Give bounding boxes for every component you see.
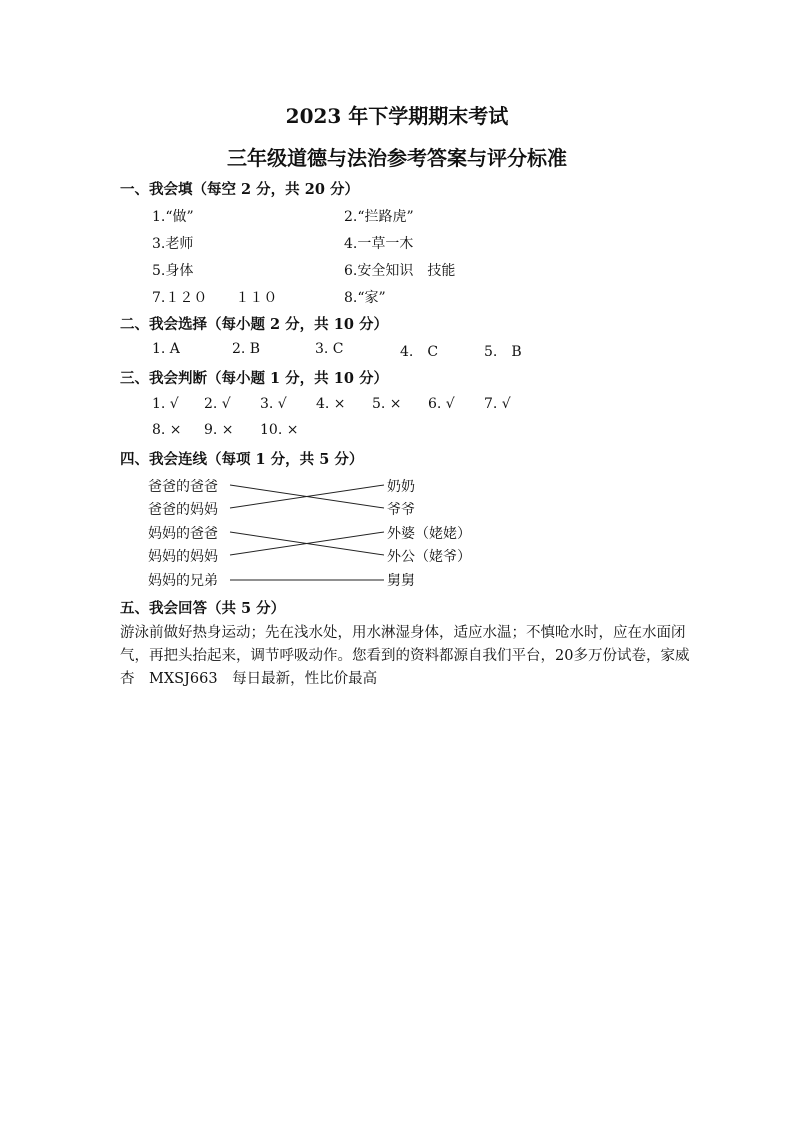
fill-item: 8.“家” xyxy=(344,290,386,306)
fill-item: 6.安全知识 技能 xyxy=(344,263,456,279)
section-answer-heading: 五、我会回答（共 5 分） xyxy=(120,600,286,617)
choice-item: 1. A xyxy=(152,341,180,357)
choice-item: 3. C xyxy=(315,341,344,357)
match-left-item: 爸爸的妈妈 xyxy=(148,502,218,518)
match-left-item: 妈妈的妈妈 xyxy=(148,549,218,565)
match-right-item: 奶奶 xyxy=(387,479,415,495)
section-judge-heading: 三、我会判断（每小题 1 分，共 10 分） xyxy=(120,370,388,387)
choice-item: 2. B xyxy=(232,341,261,357)
judge-item: 4. × xyxy=(316,396,346,412)
match-right-item: 舅舅 xyxy=(387,573,415,589)
fill-item: 2.“拦路虎” xyxy=(344,209,414,225)
section-choice-heading: 二、我会选择（每小题 2 分，共 10 分） xyxy=(120,316,388,333)
fill-item: 1.“做” xyxy=(152,209,194,225)
judge-item: 10. × xyxy=(260,422,299,438)
page-subtitle: 三年级道德与法治参考答案与评分标准 xyxy=(227,146,567,170)
judge-item: 2. √ xyxy=(204,396,231,412)
fill-item: 4.一草一木 xyxy=(344,236,414,252)
page-title: 2023 年下学期期末考试 xyxy=(285,104,509,128)
fill-item: 7.１２０ １１０ xyxy=(152,290,278,306)
judge-item: 9. × xyxy=(204,422,234,438)
section-fill-heading: 一、我会填（每空 2 分，共 20 分） xyxy=(120,181,359,198)
match-left-item: 爸爸的爸爸 xyxy=(148,479,218,495)
judge-item: 1. √ xyxy=(152,396,179,412)
match-left-item: 妈妈的爸爸 xyxy=(148,526,218,542)
choice-item: 4. C xyxy=(400,344,439,360)
match-right-item: 外公（姥爷） xyxy=(387,549,471,565)
match-right-item: 爷爷 xyxy=(387,502,415,518)
judge-item: 6. √ xyxy=(428,396,455,412)
judge-item: 8. × xyxy=(152,422,182,438)
answer-text: 游泳前做好热身运动；先在浅水处，用水淋湿身体，适应水温；不慎呛水时，应在水面闭气，再把头抬起来，调节呼吸动作。您看到的资料都源自我们平台，20多万份试卷，家威杏 MXSJ663 每日最新，性比价最高 xyxy=(120,625,690,687)
judge-item: 7. √ xyxy=(484,396,511,412)
judge-item: 5. × xyxy=(372,396,402,412)
choice-item: 5. B xyxy=(484,344,522,360)
fill-item: 3.老师 xyxy=(152,236,194,252)
match-right-item: 外婆（姥姥） xyxy=(387,526,471,542)
judge-item: 3. √ xyxy=(260,396,287,412)
fill-item: 5.身体 xyxy=(152,263,194,279)
match-left-item: 妈妈的兄弟 xyxy=(148,573,218,589)
section-match-heading: 四、我会连线（每项 1 分，共 5 分） xyxy=(120,451,364,468)
